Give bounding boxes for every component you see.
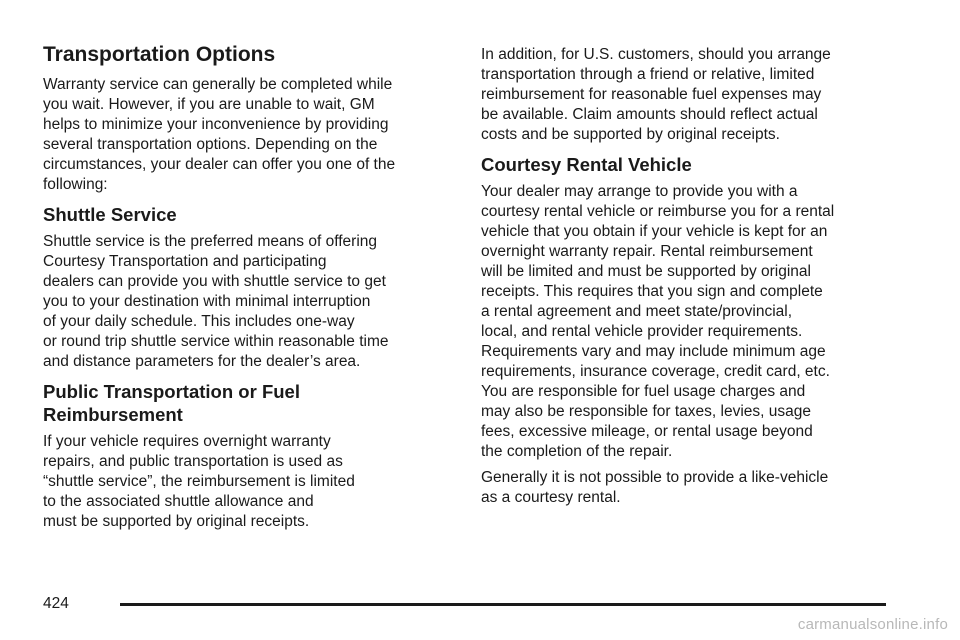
intro-paragraph: Warranty service can generally be completed while you wait. However, if you are unable to wait, GM helps to minimize your inconvenience by providing several transportation options. Depending on the circumstances, your dealer can offer you one of the following:: [43, 76, 396, 194]
site-watermark: carmanualsonline.info: [797, 616, 948, 633]
shuttle-service-heading: Shuttle Service: [43, 204, 177, 226]
left-column: [43, 42, 448, 538]
section-title: Transportation Options: [43, 43, 276, 66]
footer-rule: [120, 603, 886, 606]
fuel-reimbursement-paragraph: In addition, for U.S. customers, should you arrange transportation through a friend or relative, limited reimbursement for reasonable fuel expenses may be available. Claim amounts should reflect actual costs and be supported by original receipts.: [481, 46, 831, 143]
public-transportation-heading: Public Transportation or Fuel Reimbursement: [43, 381, 300, 425]
page-number: 424: [43, 595, 69, 612]
courtesy-rental-heading: Courtesy Rental Vehicle: [481, 154, 692, 175]
shuttle-service-paragraph: Shuttle service is the preferred means of offering Courtesy Transportation and participating dealers can provide you with shuttle service to get you to your destination with minimal interruption of your daily schedule. This includes one-way or round trip shuttle service within reasonable time and distance parameters for the dealer’s area.: [43, 233, 389, 371]
public-transportation-paragraph: If your vehicle requires overnight warranty repairs, and public transportation is used as “shuttle service”, the reimbursement is limited to the associated shuttle allowance and must be supported by original receipts.: [43, 432, 355, 530]
like-vehicle-paragraph: Generally it is not possible to provide a like-vehicle as a courtesy rental.: [481, 469, 829, 507]
right-column: [481, 45, 886, 514]
courtesy-rental-paragraph: Your dealer may arrange to provide you with a courtesy rental vehicle or reimburse you for a rental vehicle that you obtain if your vehicle is kept for an overnight warranty repair. Rental reimbursement will be limited and must be supported by original receipts. This requires that you sign and complete a rental agreement and meet state/provincial, local, and rental vehicle provider requirements. Requirements vary and may include minimum age requirements, insurance coverage, credit card, etc. You are responsible for fuel usage charges and may also be responsible for taxes, levies, usage fees, excessive mileage, or rental usage beyond the completion of the repair.: [481, 183, 835, 461]
